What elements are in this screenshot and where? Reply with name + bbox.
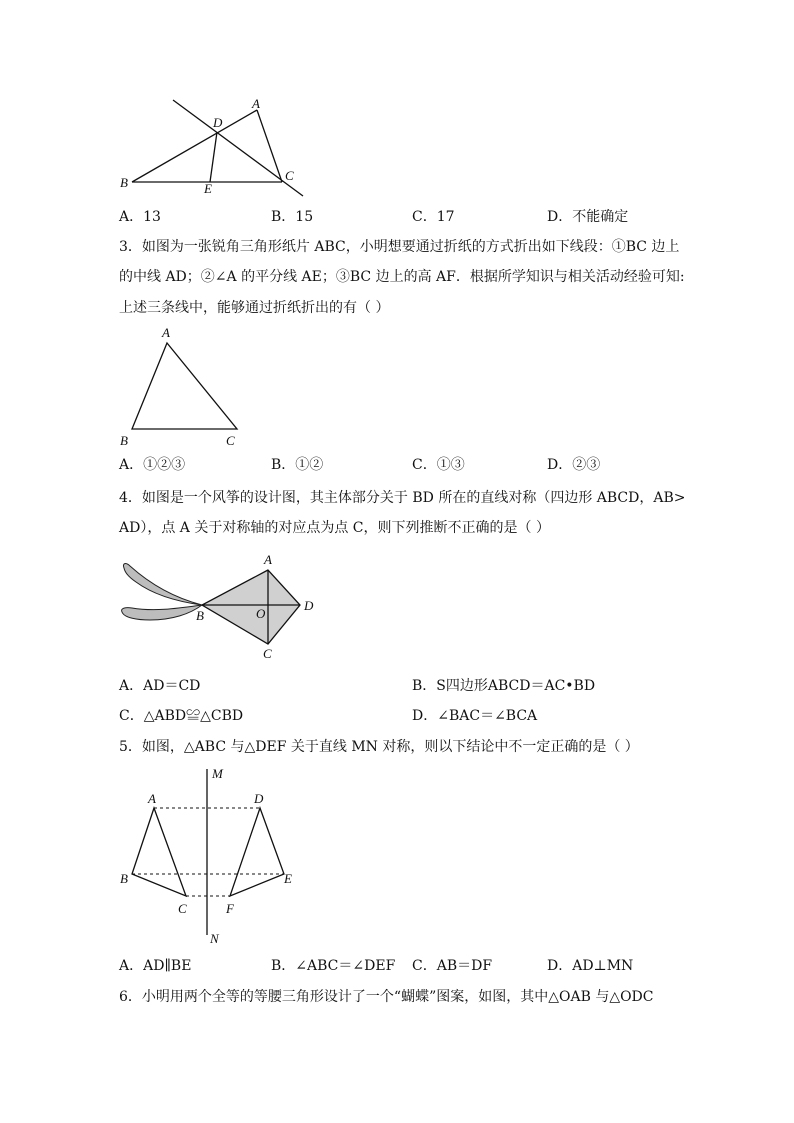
q3-option-d: D．②③ [547,457,601,473]
q4-label-b: B [196,608,204,623]
q4-label-d: D [304,598,314,613]
q4-option-d: D．∠BAC＝∠BCA [412,708,538,724]
q4-label-a: A [264,552,272,567]
q5-label-b: B [120,871,128,886]
q4-figure [110,548,330,668]
q5-label-e: E [284,871,292,886]
q4-kite-tail-upper [123,564,202,605]
q3-option-c: C．①③ [412,457,465,473]
q2-line-ba [132,110,257,182]
q6-text-line1: 6．小明用两个全等的等腰三角形设计了一个“蝴蝶”图案，如图，其中△OAB 与△ODC [119,989,654,1005]
q5-figure [110,763,310,948]
q2-label-e: E [204,181,212,196]
q5-triangle-abc [132,808,186,896]
q5-label-n: N [210,931,219,946]
q2-option-d: D．不能确定 [547,209,629,225]
q3-text-line1: 3．如图为一张锐角三角形纸片 ABC，小明想要通过折纸的方式折出如下线段：①BC 边上 [119,239,680,255]
q5-triangle-def [230,808,284,896]
q4-kite-tail-lower [122,605,202,620]
q5-option-a: A．AD∥BE [119,958,192,974]
q4-label-o: O [256,606,266,621]
q4-text-line2: AD），点 A 关于对称轴的对应点为点 C，则下列推断不正确的是（ ） [119,520,550,536]
q2-line-de [210,132,217,182]
q5-label-f: F [226,901,234,916]
q5-option-b: B．∠ABC＝∠DEF [271,958,396,974]
q3-option-a: A．①②③ [119,457,186,473]
q5-option-d: D．AD⊥MN [547,958,634,974]
q2-option-a: A．13 [119,209,161,225]
q5-label-d: D [254,791,264,806]
q4-text-line1: 4．如图是一个风筝的设计图，其主体部分关于 BD 所在的直线对称（四边形 ABCD，AB> [119,490,686,506]
q2-label-d: D [213,115,223,130]
q3-option-b: B．①② [271,457,324,473]
q3-label-b: B [120,433,128,448]
q3-triangle-abc [132,343,237,429]
q2-label-c: C [285,168,294,183]
q3-text-line3: 上述三条线中，能够通过折纸折出的有（ ） [119,300,390,316]
q5-label-c: C [178,901,187,916]
q4-label-c: C [263,646,272,661]
q2-option-c: C．17 [412,209,455,225]
q4-option-a: A．AD＝CD [119,678,201,694]
q2-label-a: A [252,96,260,111]
q2-option-b: B．15 [271,209,314,225]
q4-kite-body [202,570,300,644]
q3-label-c: C [226,433,235,448]
q2-label-b: B [120,175,128,190]
q2-figure [110,90,320,200]
q5-label-a: A [148,791,156,806]
q4-option-c: C．△ABD≌△CBD [119,708,244,724]
q3-label-a: A [162,325,170,340]
q4-option-b: B．S四边形ABCD＝AC•BD [412,678,596,694]
q5-label-m: M [212,766,223,781]
q5-option-c: C．AB＝DF [412,958,493,974]
q3-text-line2: 的中线 AD；②∠A 的平分线 AE；③BC 边上的高 AF．根据所学知识与相关活动经验可知: [119,269,685,285]
q5-text-line1: 5．如图，△ABC 与△DEF 关于直线 MN 对称，则以下结论中不一定正确的是（ ） [119,739,639,755]
q3-figure [110,322,260,452]
